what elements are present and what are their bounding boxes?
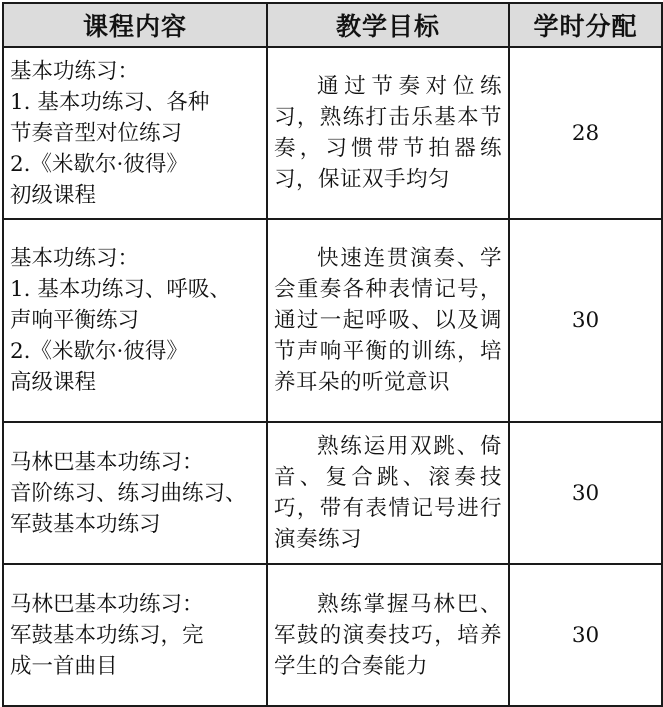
course-content-cell [3,47,267,219]
hours-cell: 30 [509,564,662,706]
content-line: 军鼓基本功练习 [10,511,161,537]
content-line: 音阶练习、练习曲练习、 [10,480,247,506]
content-line: 2.《米歇尔·彼得》 [10,339,188,364]
course-content-cell [3,219,267,422]
header-course-content: 课程内容 [3,3,267,47]
teaching-goal-cell: 通过节奏对位练习，熟练打击乐基本节奏，习惯带节拍器练习，保证双手均匀 [267,47,509,219]
table-row [3,47,662,219]
teaching-goal-cell: 快速连贯演奏、学会重奏各种表情记号，通过一起呼吸、以及调节声响平衡的训练，培养耳朵的听觉意识 [267,219,509,422]
table-row [3,564,662,706]
content-line: 基本功练习： [10,58,140,84]
content-line: 高级课程 [10,370,97,395]
course-content-cell [3,564,267,706]
content-line: 基本功练习： [10,246,140,271]
content-line: 军鼓基本功练习，完 [10,622,204,648]
content-line: 初级课程 [10,182,97,208]
hours-cell: 28 [509,47,662,219]
content-line: 成一首曲目 [10,653,118,679]
teaching-goal-cell: 熟练掌握马林巴、军鼓的演奏技巧，培养学生的合奏能力 [267,564,509,706]
course-content-cell [3,422,267,564]
content-line: 1. 基本功练习、各种 [10,89,210,115]
hours-cell: 30 [509,422,662,564]
course-table [2,2,663,707]
header-teaching-goal: 教学目标 [267,3,509,47]
content-line: 声响平衡练习 [10,308,140,333]
table-row [3,422,662,564]
content-line: 节奏音型对位练习 [10,120,183,146]
header-hours: 学时分配 [509,3,662,47]
table-header-row [3,3,662,47]
content-line: 马林巴基本功练习： [10,591,204,617]
table-row [3,219,662,422]
teaching-goal-cell: 熟练运用双跳、倚音、复合跳、滚奏技巧，带有表情记号进行演奏练习 [267,422,509,564]
hours-cell: 30 [509,219,662,422]
content-line: 马林巴基本功练习： [10,449,204,475]
content-line: 1. 基本功练习、呼吸、 [10,277,231,302]
content-line: 2.《米歇尔·彼得》 [10,151,188,177]
